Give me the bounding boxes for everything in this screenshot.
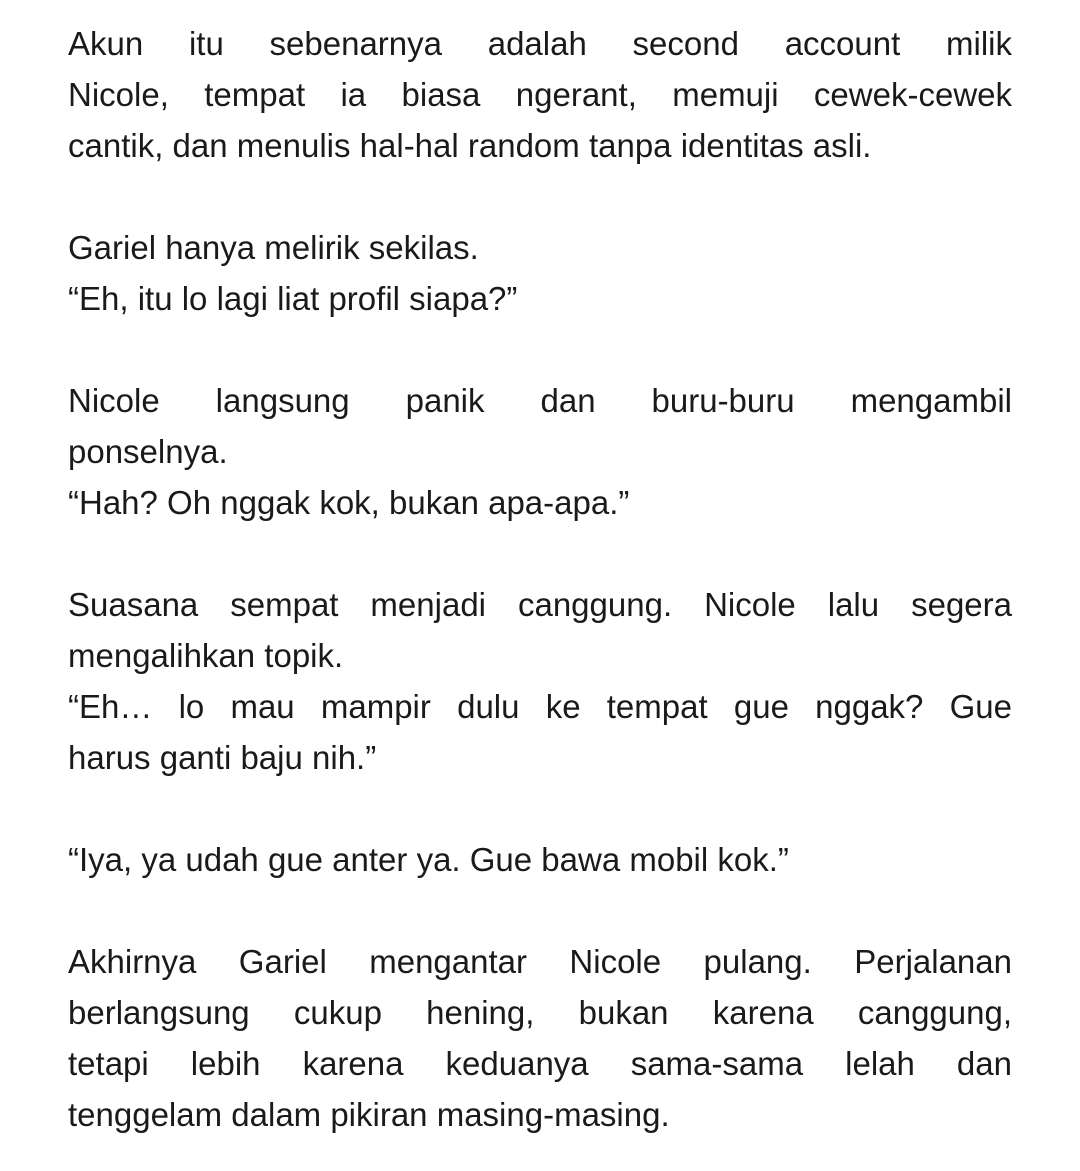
text-line: Akhirnya Gariel mengantar Nicole pulang. Perjalanan [68, 943, 1012, 980]
dialogue-line: “Eh… lo mau mampir dulu ke tempat gue nggak? Gue [68, 688, 1012, 725]
text-line: cantik, dan menulis hal-hal random tanpa identitas asli. [68, 127, 872, 164]
text-line: Akun itu sebenarnya adalah second account milik [68, 25, 1012, 62]
dialogue-line: “Hah? Oh nggak kok, bukan apa-apa.” [68, 484, 630, 521]
paragraph-6 [68, 936, 1012, 1140]
text-line: Gariel hanya melirik sekilas. [68, 229, 479, 266]
text-line: berlangsung cukup hening, bukan karena canggung, [68, 994, 1012, 1031]
paragraph-5 [68, 834, 1012, 885]
document-body [68, 18, 1012, 1140]
text-line: Nicole, tempat ia biasa ngerant, memuji cewek-cewek [68, 76, 1012, 113]
paragraph-3 [68, 375, 1012, 528]
paragraph-1 [68, 18, 1012, 171]
text-line: mengalihkan topik. [68, 637, 344, 674]
paragraph-4 [68, 579, 1012, 783]
text-line: tetapi lebih karena keduanya sama-sama lelah dan [68, 1045, 1012, 1082]
dialogue-line: “Iya, ya udah gue anter ya. Gue bawa mobil kok.” [68, 841, 789, 878]
text-line: Nicole langsung panik dan buru-buru mengambil [68, 382, 1012, 419]
paragraph-2 [68, 222, 1012, 324]
text-line: tenggelam dalam pikiran masing-masing. [68, 1096, 670, 1133]
text-line: ponselnya. [68, 433, 228, 470]
text-line: Suasana sempat menjadi canggung. Nicole lalu segera [68, 586, 1012, 623]
dialogue-line: “Eh, itu lo lagi liat profil siapa?” [68, 280, 518, 317]
dialogue-line: harus ganti baju nih.” [68, 739, 377, 776]
